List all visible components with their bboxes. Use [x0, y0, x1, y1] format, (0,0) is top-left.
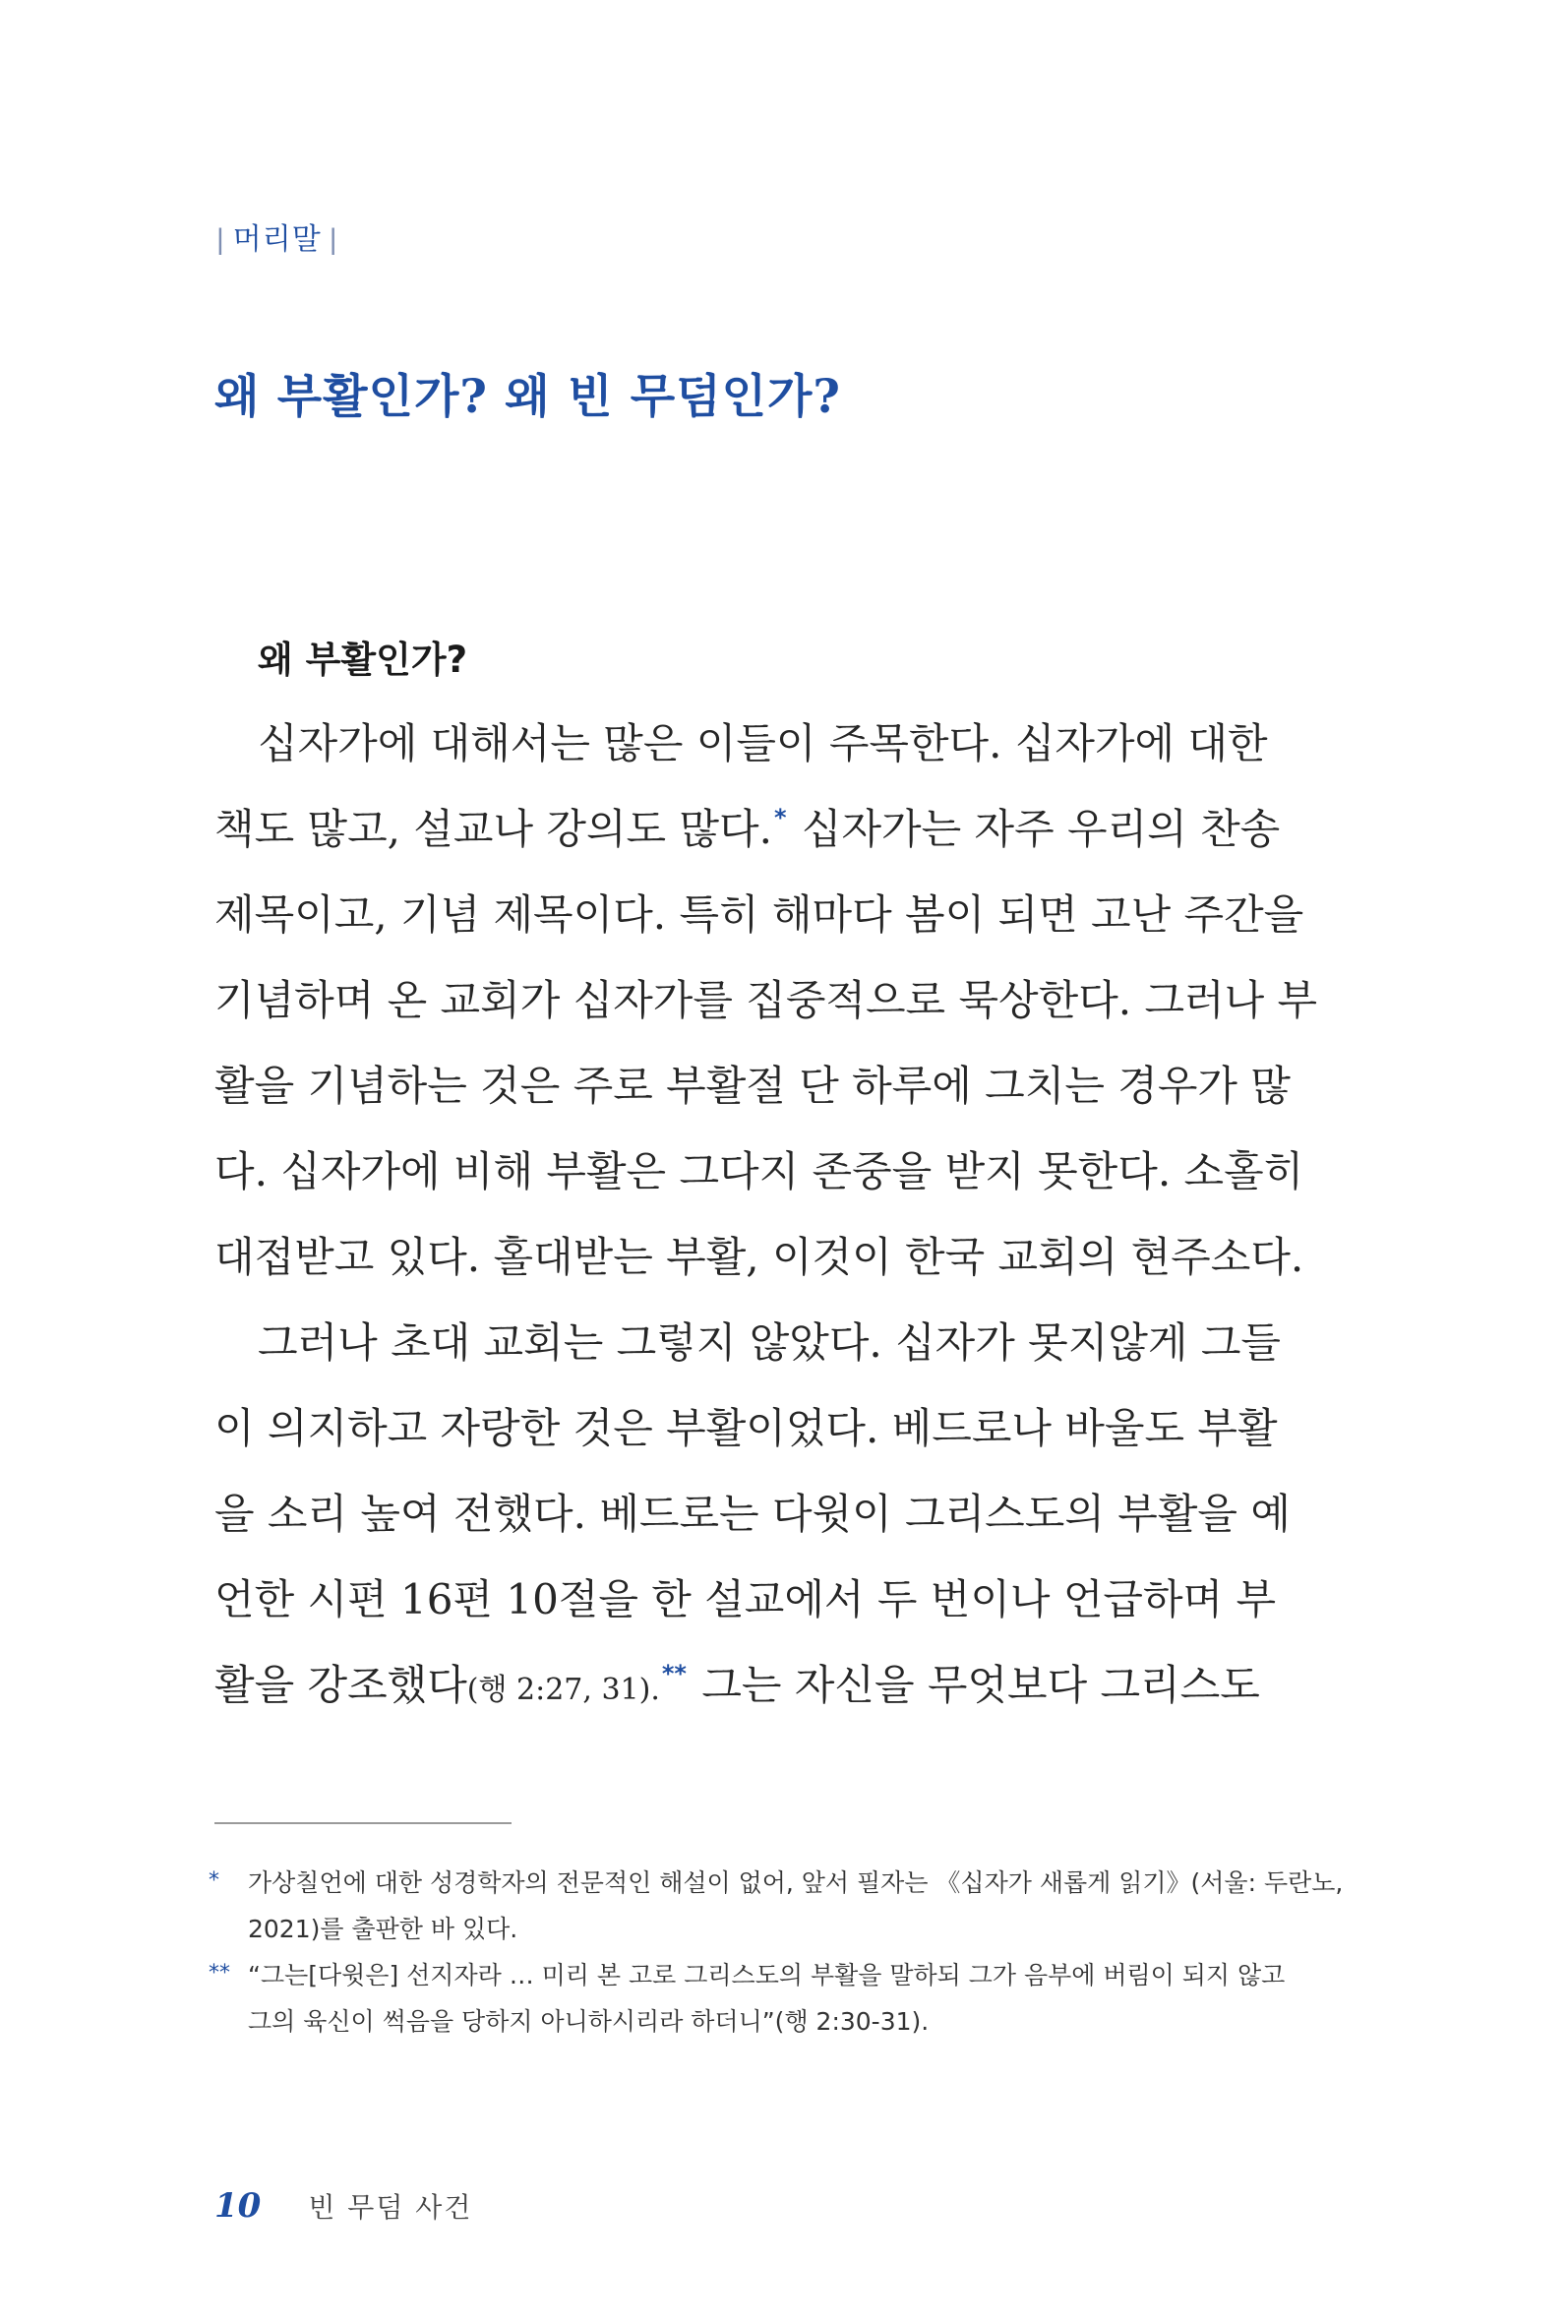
body-text — [214, 701, 1318, 1728]
footnote-line: 가상칠언에 대한 성경학자의 전문적인 해설이 없어, 앞서 필자는 《십자가 새롭게 읽기》(서울: 두란노, — [248, 1868, 1344, 1897]
footnotes — [209, 1860, 1344, 2045]
footnote-marker[interactable]: * — [773, 804, 787, 831]
body-text-segment: 활을 강조했다 — [214, 1661, 467, 1709]
running-book-title: 빈 무덤 사건 — [308, 2191, 473, 2224]
footnote-marker: * — [209, 1868, 219, 1893]
body-line: 언한 시편 16편 10절을 한 설교에서 두 번이나 언급하며 부 — [214, 1575, 1277, 1623]
body-line: 다. 십자가에 비해 부활은 그다지 존중을 받지 못한다. 소홀히 — [214, 1147, 1304, 1195]
body-line: 제목이고, 기념 제목이다. 특히 해마다 봄이 되면 고난 주간을 — [214, 890, 1304, 939]
divider-left: | — [216, 223, 225, 256]
footnote-line: “그는[다윗은] 선지자라 … 미리 본 고로 그리스도의 부활을 말하되 그가 음부에 버림이 되지 않고 — [248, 1961, 1286, 1989]
footnote — [209, 1860, 1344, 1952]
footnote-marker[interactable]: ** — [661, 1660, 687, 1687]
section-label-text: 머리말 — [232, 223, 322, 256]
body-line — [214, 1642, 1304, 1728]
body-line: 활을 기념하는 것은 주로 부활절 단 하루에 그치는 경우가 많 — [214, 1062, 1291, 1110]
body-line: 기념하며 온 교회가 십자가를 집중적으로 묵상한다. 그러나 부 — [214, 976, 1318, 1024]
footnote — [209, 1952, 1306, 2045]
body-line: 을 소리 높여 전했다. 베드로는 다윗이 그리스도의 부활을 예 — [214, 1490, 1291, 1538]
body-line: 이 의지하고 자랑한 것은 부활이었다. 베드로나 바울도 부활 — [214, 1404, 1278, 1452]
page-footer — [214, 2186, 472, 2226]
body-text-segment: 책도 많고, 설교나 강의도 많다. — [214, 805, 772, 853]
body-text-segment: 십자가는 자주 우리의 찬송 — [788, 805, 1281, 853]
page-number: 10 — [214, 2186, 262, 2226]
footnote-line: 2021)를 출판한 바 있다. — [248, 1915, 518, 1943]
section-label — [209, 214, 346, 258]
subheading: 왜 부활인가? — [258, 639, 468, 681]
body-line — [214, 786, 1304, 872]
divider-right: | — [329, 223, 338, 256]
footnote-marker: ** — [209, 1961, 230, 1986]
body-line: 대접받고 있다. 홀대받는 부활, 이것이 한국 교회의 현주소다. — [214, 1233, 1304, 1281]
chapter-title: 왜 부활인가? 왜 빈 무덤인가? — [214, 370, 841, 424]
body-line: 십자가에 대해서는 많은 이들이 주목한다. 십자가에 대한 — [258, 719, 1268, 767]
body-text-segment: 그는 자신을 무엇보다 그리스도 — [688, 1661, 1260, 1709]
scripture-citation: (행 2:27, 31). — [466, 1673, 660, 1707]
footnote-line: 그의 육신이 썩음을 당하지 아니하시리라 하더니”(행 2:30-31). — [248, 2007, 930, 2036]
footnote-divider — [214, 1822, 512, 1824]
body-line: 그러나 초대 교회는 그렇지 않았다. 십자가 못지않게 그들 — [258, 1318, 1281, 1367]
